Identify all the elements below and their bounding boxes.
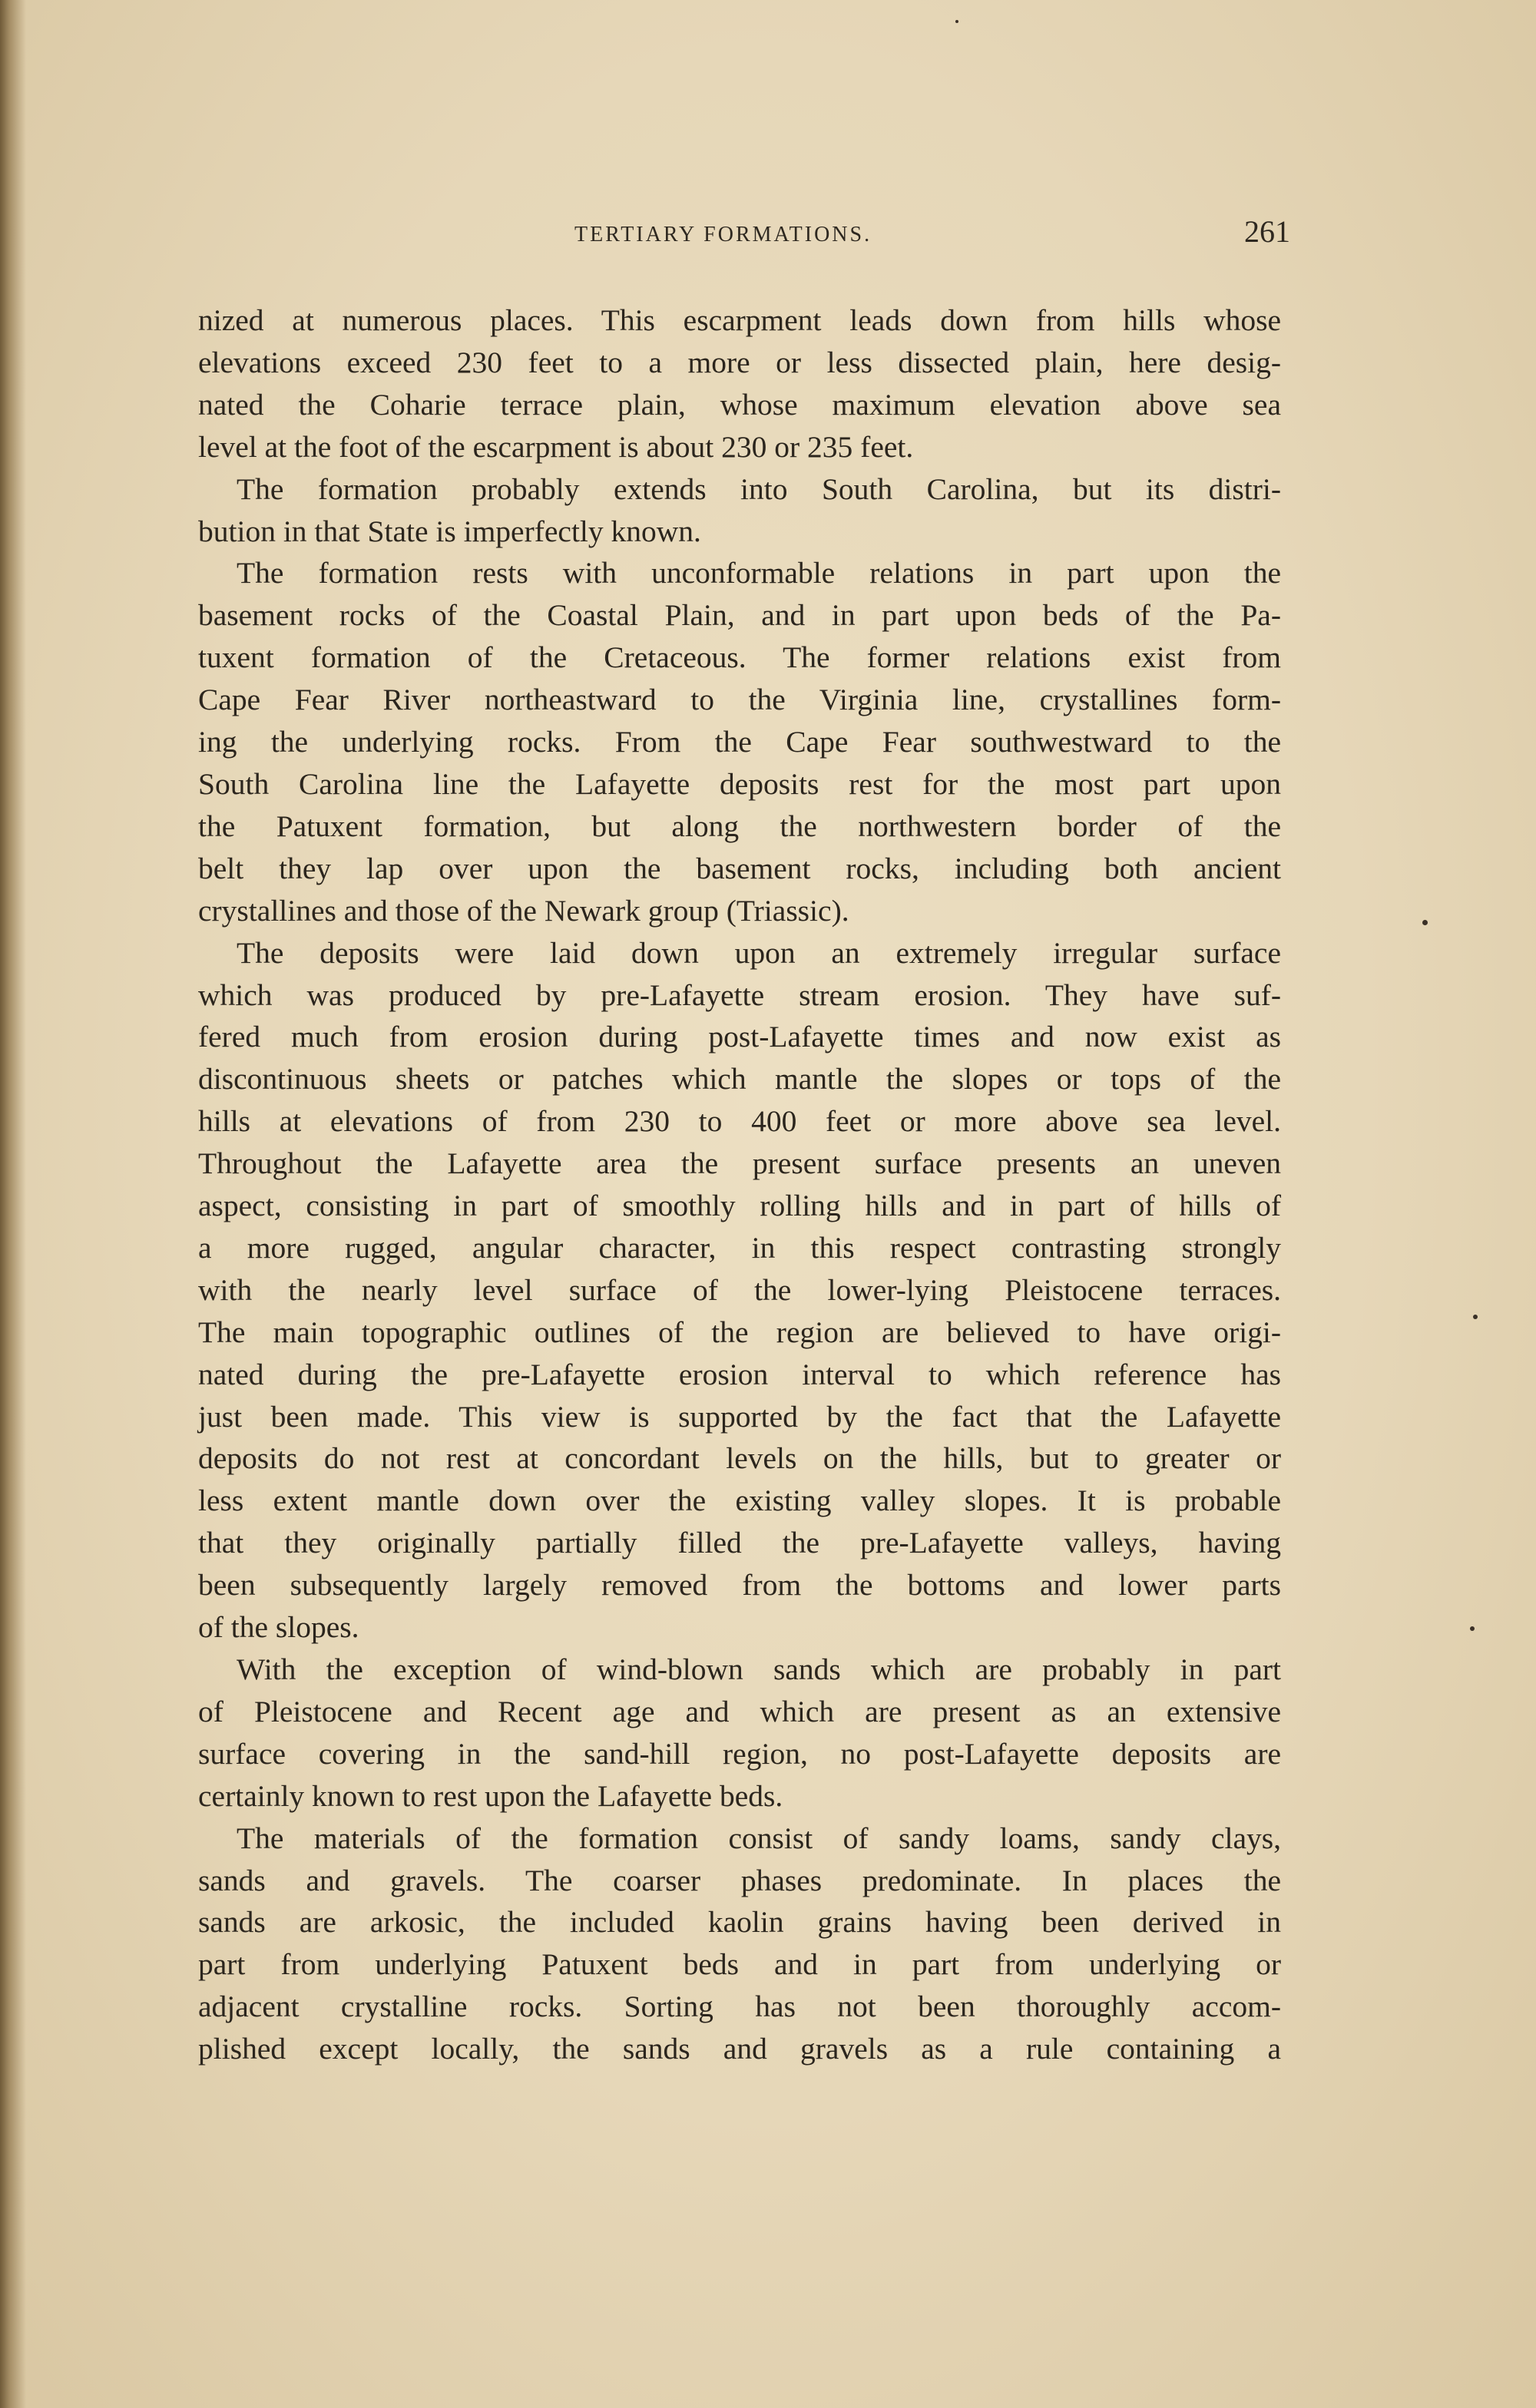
text-line: hills at elevations of from 230 to 400 feet or more above sea level. (198, 1104, 1281, 1139)
paper-blemish (1422, 920, 1428, 925)
text-line: ing the underlying rocks. From the Cape Fear southwestward to the (198, 725, 1281, 759)
text-line: deposits do not rest at concordant levels on the hills, but to greater or (198, 1441, 1281, 1476)
running-head (200, 213, 1290, 260)
text-line: level at the foot of the escarpment is about 230 or 235 feet. (198, 429, 914, 464)
text-line: been subsequently largely removed from the bottoms and lower parts (198, 1568, 1281, 1603)
text-line: of the slopes. (198, 1610, 359, 1645)
text-line: The formation rests with unconformable relations in part upon the (237, 556, 1281, 590)
text-line: The formation probably extends into South Carolina, but its distri- (237, 471, 1281, 506)
text-line: fered much from erosion during post-Lafayette times and now exist as (198, 1020, 1281, 1054)
text-line: nized at numerous places. This escarpment leads down from hills whose (198, 303, 1281, 337)
text-line: bution in that State is imperfectly known. (198, 514, 701, 548)
text-line: Throughout the Lafayette area the present surface presents an uneven (198, 1146, 1281, 1181)
text-line: with the nearly level surface of the lower-lying Pleistocene terraces. (198, 1272, 1281, 1307)
text-line: The main topographic outlines of the region are believed to have origi- (198, 1315, 1281, 1349)
text-line: belt they lap over upon the basement rocks, including both ancient (198, 851, 1281, 885)
text-line: With the exception of wind-blown sands which are probably in part (237, 1652, 1281, 1686)
text-line: South Carolina line the Lafayette deposits rest for the most part upon (198, 766, 1281, 801)
text-line: aspect, consisting in part of smoothly rolling hills and in part of hills of (198, 1189, 1281, 1223)
text-line: Cape Fear River northeastward to the Virginia line, crystallines form- (198, 683, 1281, 717)
text-line: The deposits were laid down upon an extremely irregular surface (237, 935, 1281, 970)
text-line: that they originally partially filled the pre-Lafayette valleys, having (198, 1526, 1281, 1560)
page-number: 261 (1244, 214, 1290, 249)
text-line: sands and gravels. The coarser phases predominate. In places the (198, 1863, 1281, 1897)
text-line: sands are arkosic, the included kaolin grains having been derived in (198, 1905, 1281, 1940)
text-line: crystallines and those of the Newark group (Triassic). (198, 893, 849, 928)
text-line: certainly known to rest upon the Lafayette beds. (198, 1778, 783, 1813)
text-line: nated during the pre-Lafayette erosion interval to which reference has (198, 1357, 1281, 1391)
paper-blemish (1473, 1315, 1478, 1319)
body-text (198, 299, 1281, 2070)
paper-blemish (1470, 1626, 1475, 1631)
text-line: plished except locally, the sands and gravels as a rule containing a (198, 2032, 1281, 2066)
text-line: surface covering in the sand-hill region, no post-Lafayette deposits are (198, 1736, 1281, 1771)
text-line: just been made. This view is supported by the fact that the Lafayette (198, 1399, 1281, 1434)
text-line: basement rocks of the Coastal Plain, and in part upon beds of the Pa- (198, 598, 1281, 633)
text-line: which was produced by pre-Lafayette stream erosion. They have suf- (198, 977, 1281, 1012)
paper-blemish (955, 20, 958, 23)
text-line: the Patuxent formation, but along the northwestern border of the (198, 809, 1281, 843)
text-line: less extent mantle down over the existing valley slopes. It is probable (198, 1484, 1281, 1518)
spine-shadow (0, 0, 26, 2408)
text-line: discontinuous sheets or patches which mantle the slopes or tops of the (198, 1062, 1281, 1096)
text-line: of Pleistocene and Recent age and which are present as an extensive (198, 1694, 1281, 1728)
text-line: part from underlying Patuxent beds and in part from underlying or (198, 1947, 1281, 1982)
running-title: TERTIARY FORMATIONS. (574, 223, 872, 246)
text-line: nated the Coharie terrace plain, whose maximum elevation above sea (198, 387, 1281, 422)
text-line: a more rugged, angular character, in this respect contrasting strongly (198, 1230, 1281, 1265)
text-line: The materials of the formation consist of sandy loams, sandy clays, (237, 1821, 1281, 1855)
text-line: adjacent crystalline rocks. Sorting has not been thoroughly accom- (198, 1990, 1281, 2024)
text-line: elevations exceed 230 feet to a more or less dissected plain, here desig- (198, 345, 1281, 379)
text-line: tuxent formation of the Cretaceous. The former relations exist from (198, 640, 1281, 675)
